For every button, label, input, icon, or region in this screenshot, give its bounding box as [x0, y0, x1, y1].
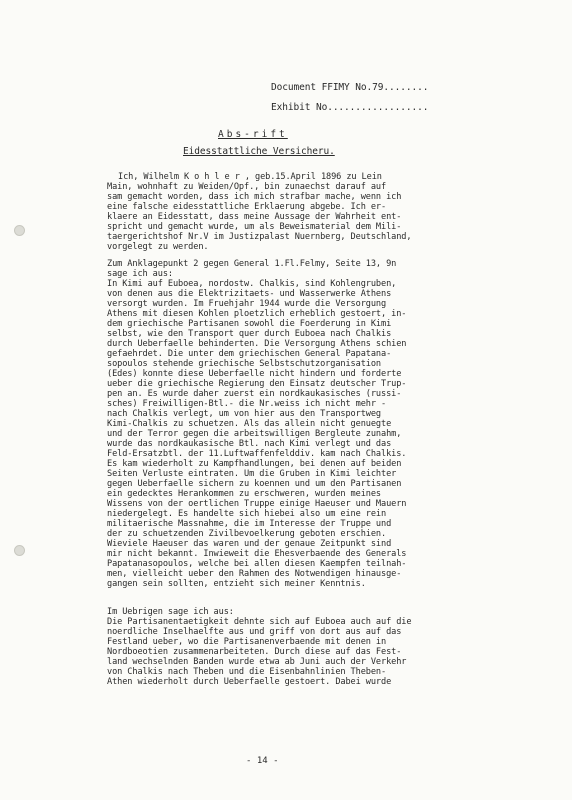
text-line: gefaehrdet. Die unter dem griechischen General Papatana-: [107, 349, 392, 359]
text-line: taergerichtshof Nr.V im Justizpalast Nuernberg, Deutschland,: [107, 232, 412, 242]
text-line: Main, wohnhaft zu Weiden/Opf., bin zunaechst darauf auf: [107, 182, 387, 192]
text-line: von Chalkis nach Theben und die Eisenbahnlinien Theben-: [107, 667, 387, 677]
text-line: versorgt wurden. Im Fruehjahr 1944 wurde die Versorgung: [107, 299, 387, 309]
text-line: In Kimi auf Euboea, nordostw. Chalkis, sind Kohlengruben,: [107, 279, 397, 289]
text-line: von denen aus die Elektrizitaets- und Wasserwerke Athens: [107, 289, 392, 299]
text-line: Zum Anklagepunkt 2 gegen General 1.Fl.Felmy, Seite 13, 9n: [107, 259, 397, 269]
text-line: sage ich aus:: [107, 269, 173, 279]
text-line: sches) Freiwilligen-Btl.- die Nr.weiss ich nicht mehr -: [107, 399, 387, 409]
text-line: wurde das nordkaukasische Btl. nach Kimi verlegt und das: [107, 439, 392, 449]
text-line: nach Chalkis verlegt, um von hier aus den Transportweg: [107, 409, 381, 419]
text-line: Die Partisanentaetigkeit dehnte sich auf Euboea auch auf die: [107, 617, 412, 627]
document-subtitle: Eidesstattliche Versicheru.: [183, 146, 335, 157]
text-line: Kimi-Chalkis zu schuetzen. Als das allein nicht genuegte: [107, 419, 392, 429]
text-line: militaerische Massnahme, die im Interesse der Truppe und: [107, 519, 392, 529]
text-line: Im Uebrigen sage ich aus:: [107, 607, 234, 617]
text-line: Wieviele Haeuser das waren und der genaue Zeitpunkt sind: [107, 539, 392, 549]
text-line: gangen sein sollten, entzieht sich meiner Kenntnis.: [107, 579, 366, 589]
text-line: Wissens von der oertlichen Truppe einige Haeuser und Mauern: [107, 499, 407, 509]
text-line: klaere an Eidesstatt, dass meine Aussage der Wahrheit ent-: [107, 212, 402, 222]
text-line: Athens mit diesen Kohlen ploetzlich erheblich gestoert, in-: [107, 309, 407, 319]
document-number: Document FFIMY No.79........: [271, 82, 429, 93]
paragraph-1: [107, 172, 563, 252]
paragraph-2: [107, 259, 552, 589]
text-line: (Edes) konnte diese Ueberfaelle nicht hindern und forderte: [107, 369, 402, 379]
text-line: eine falsche eidesstattliche Erklaerung abgebe. Ich er-: [107, 202, 387, 212]
text-line: men, vielleicht ueber den Rahmen des Notwendigen hinausge-: [107, 569, 402, 579]
text-line: mir nicht bekannt. Inwieweit die Ehesverbaende des Generals: [107, 549, 407, 559]
text-line: niedergelegt. Es handelte sich hiebei also um eine rein: [107, 509, 387, 519]
text-line: Feld-Ersatzbtl. der 11.Luftwaffenfelddiv. kam nach Chalkis.: [107, 449, 407, 459]
text-line: Es kam wiederholt zu Kampfhandlungen, bei denen auf beiden: [107, 459, 402, 469]
text-line: dem griechische Partisanen sowohl die Foerderung in Kimi: [107, 319, 392, 329]
text-line: der zu schuetzenden Zivilbevoelkerung geboten erschien.: [107, 529, 387, 539]
text-line: sopoulos stehende griechische Selbstschutzorganisation: [107, 359, 381, 369]
text-line: vorgelegt zu werden.: [107, 242, 209, 252]
document-title: Abs-rift: [218, 129, 288, 140]
text-line: ein gedecktes Herankommen zu erschweren, wurden meines: [107, 489, 381, 499]
punch-hole: [14, 545, 25, 556]
page-number: - 14 -: [246, 756, 279, 766]
text-line: land wechselnden Banden wurde etwa ab Juni auch der Verkehr: [107, 657, 407, 667]
text-line: Papatanasopoulos, welche bei allen diesen Kaempfen teilnah-: [107, 559, 407, 569]
text-line: ueber die griechische Regierung den Einsatz deutscher Trup-: [107, 379, 407, 389]
exhibit-number: Exhibit No..................: [271, 102, 429, 113]
text-line: durch Ueberfaelle behinderten. Die Versorgung Athens schien: [107, 339, 407, 349]
text-line: selbst, wie den Transport quer durch Euboea nach Chalkis: [107, 329, 392, 339]
punch-hole: [14, 225, 25, 236]
text-line: Festland ueber, wo die Partisanenverbaende mit denen in: [107, 637, 387, 647]
paragraph-3: [107, 607, 552, 687]
text-line: Ich, Wilhelm K o h l e r , geb.15.April 1896 zu Lein: [118, 172, 382, 182]
text-line: und der Terror gegen die arbeitswilligen Bergleute zunahm,: [107, 429, 402, 439]
text-line: Nordboeotien zusammenarbeiteten. Durch diese auf das Fest-: [107, 647, 402, 657]
text-line: Seiten Verluste eintraten. Um die Gruben in Kimi leichter: [107, 469, 397, 479]
text-line: Athen wiederholt durch Ueberfaelle gestoert. Dabei wurde: [107, 677, 392, 687]
text-line: pen an. Es wurde daher zuerst ein nordkaukasisches (russi-: [107, 389, 402, 399]
text-line: gegen Ueberfaelle sichern zu koennen und um den Partisanen: [107, 479, 402, 489]
text-line: spricht und gemacht wurde, um als Beweismaterial dem Mili-: [107, 222, 402, 232]
text-line: noerdliche Inselhaelfte aus und griff von dort aus auf das: [107, 627, 402, 637]
text-line: sam gemacht worden, dass ich mich strafbar mache, wenn ich: [107, 192, 402, 202]
